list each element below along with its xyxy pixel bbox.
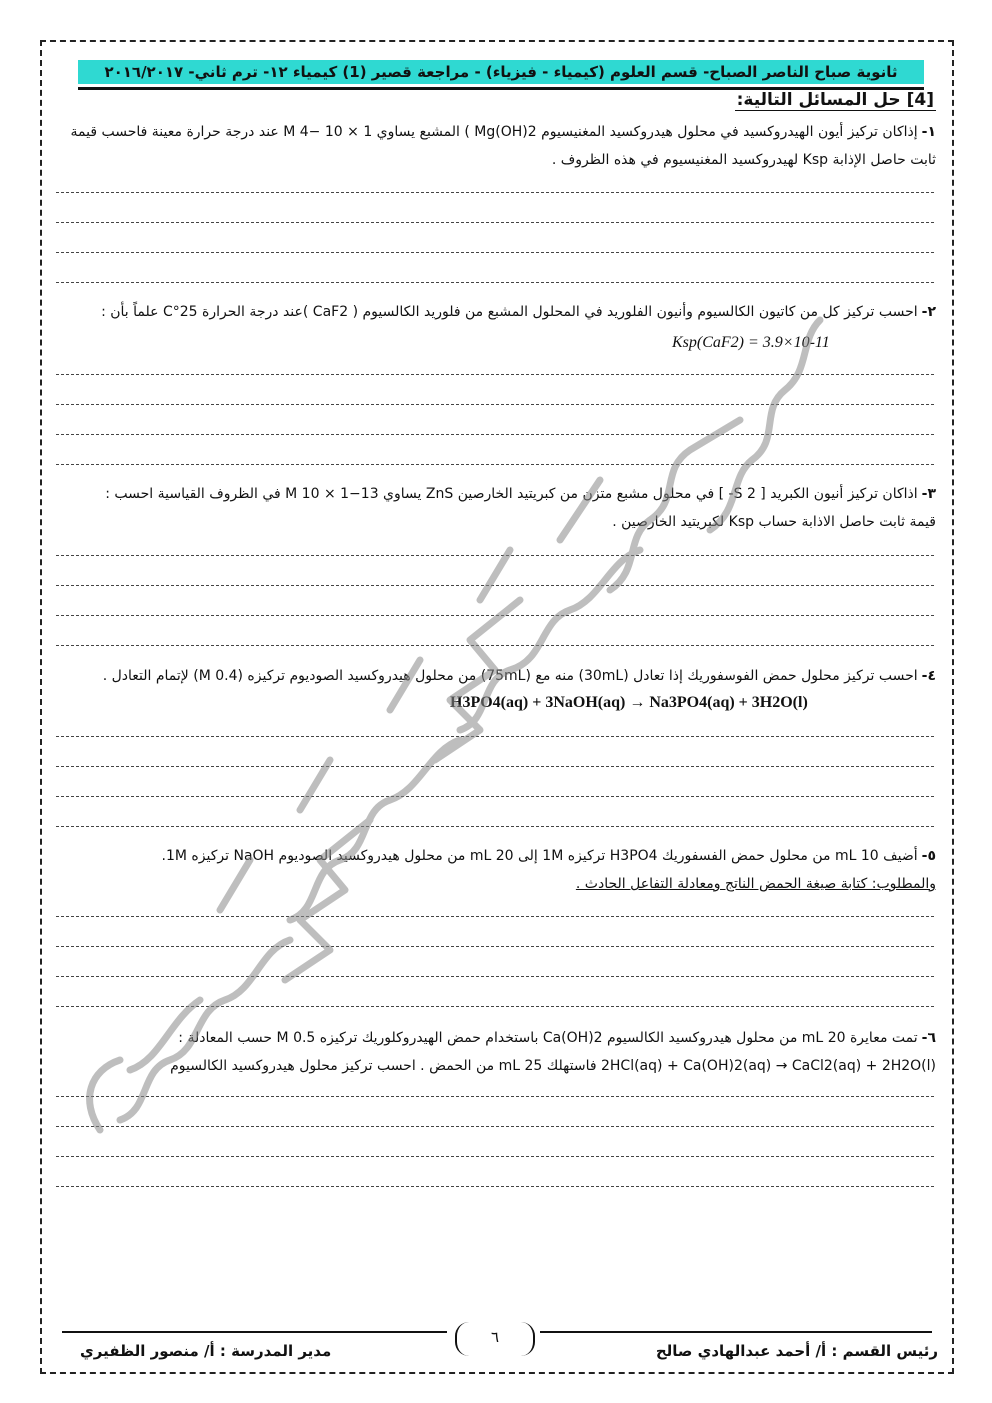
question-5-line-1: ٥-أضيف 10 mL من محلول حمض الفسفوريك H3PO4 تركيزه 1M إلى 20 mL من محلول هيدروكسيد الصوديوم NaOH تركيزه 1M.: [161, 848, 936, 864]
answer-line[interactable]: [56, 434, 934, 435]
answer-line[interactable]: [56, 826, 934, 827]
question-5-line-2: والمطلوب: كتابة صيغة الحمض الناتج ومعادلة التفاعل الحادث .: [575, 876, 936, 892]
question-6: [56, 1024, 936, 1080]
school-principal: مدير المدرسة : أ/ منصور الظفيري: [80, 1342, 332, 1360]
answer-line[interactable]: [56, 1006, 934, 1007]
page-number: ٦: [455, 1322, 535, 1356]
question-6-line-2: 2HCl(aq) + Ca(OH)2(aq) → CaCl2(aq) + 2H2O(l) فاستهلك 25 mL من الحمض . احسب تركيز محلول هيدروكسيد الكالسيوم: [170, 1058, 936, 1074]
answer-line[interactable]: [56, 374, 934, 375]
question-3-line-1: ٣-اذاكان تركيز أنيون الكبريد [ S 2- ] في محلول مشبع متزن من كبريتيد الخارصين ZnS يساوي 13−M 10 × 1 في الظروف القياسية احسب :: [105, 486, 936, 502]
answer-line[interactable]: [56, 464, 934, 465]
answer-line[interactable]: [56, 615, 934, 616]
answer-line[interactable]: [56, 976, 934, 977]
neutralization-equation: H3PO4(aq) + 3NaOH(aq) → Na3PO4(aq) + 3H2O(l): [450, 694, 808, 711]
question-5: [56, 842, 936, 898]
answer-line[interactable]: [56, 1126, 934, 1127]
page-header: [78, 60, 924, 84]
answer-line[interactable]: [56, 645, 934, 646]
answer-line[interactable]: [56, 946, 934, 947]
question-1-line-1: ١-إذاكان تركيز أيون الهيدروكسيد في محلول هيدروكسيد المغنيسيوم Mg(OH)2 ) المشبع يساوي M 4− 10 × 1 عند درجة حرارة معينة فاحسب قيمة: [70, 124, 936, 140]
answer-line[interactable]: [56, 404, 934, 405]
answer-line[interactable]: [56, 282, 934, 283]
question-3-line-2: قيمة ثابت حاصل الاذابة حساب Ksp لكبريتيد الخارصين .: [612, 514, 936, 530]
answer-line[interactable]: [56, 1156, 934, 1157]
question-2-line-1: ٢-احسب تركيز كل من كاتيون الكالسيوم وأنيون الفلوريد في المحلول المشبع من فلوريد الكالسيوم ( CaF2 )عند درجة الحرارة 25°C علماً بأن :: [101, 304, 936, 320]
question-4-line-1: ٤-احسب تركيز محلول حمض الفوسفوريك إذا تعادل (30mL) منه مع (75mL) من محلول هيدروكسيد الصوديوم تركيزه (0.4 M) لإتمام التعادل .: [102, 668, 936, 684]
question-4: [56, 662, 936, 690]
answer-line[interactable]: [56, 1096, 934, 1097]
header-title: ثانوية صباح الناصر الصباح- قسم العلوم (كيمياء - فيزياء) - مراجعة قصير (1) كيمياء ١٢- ترم ثاني- ٢٠١٦/٢٠١٧: [104, 63, 898, 81]
question-1-line-2: ثابت حاصل الإذابة Ksp لهيدروكسيد المغنيسيوم في هذه الظروف .: [551, 152, 936, 168]
answer-line[interactable]: [56, 736, 934, 737]
question-2: [56, 298, 936, 326]
question-6-line-1: ٦-تمت معايرة 20 mL من محلول هيدروكسيد الكالسيوم Ca(OH)2 باستخدام حمض الهيدروكلوريك تركيزه 0.5 M حسب المعادلة :: [178, 1030, 936, 1046]
answer-line[interactable]: [56, 916, 934, 917]
ksp-formula: Ksp(CaF2) = 3.9×10-11: [672, 334, 830, 351]
answer-line[interactable]: [56, 555, 934, 556]
question-1: [56, 118, 936, 174]
answer-line[interactable]: [56, 1186, 934, 1187]
answer-line[interactable]: [56, 222, 934, 223]
answer-line[interactable]: [56, 585, 934, 586]
question-3: [56, 480, 936, 536]
section-title: [4] حل المسائل التالية:: [736, 90, 934, 110]
answer-line[interactable]: [56, 192, 934, 193]
answer-line[interactable]: [56, 252, 934, 253]
answer-line[interactable]: [56, 796, 934, 797]
footer-line-left: [62, 1331, 447, 1333]
answer-line[interactable]: [56, 766, 934, 767]
head-of-department: رئيس القسم : أ/ أحمد عبدالهادي صالح: [655, 1342, 938, 1360]
footer-line-right: [540, 1331, 932, 1333]
